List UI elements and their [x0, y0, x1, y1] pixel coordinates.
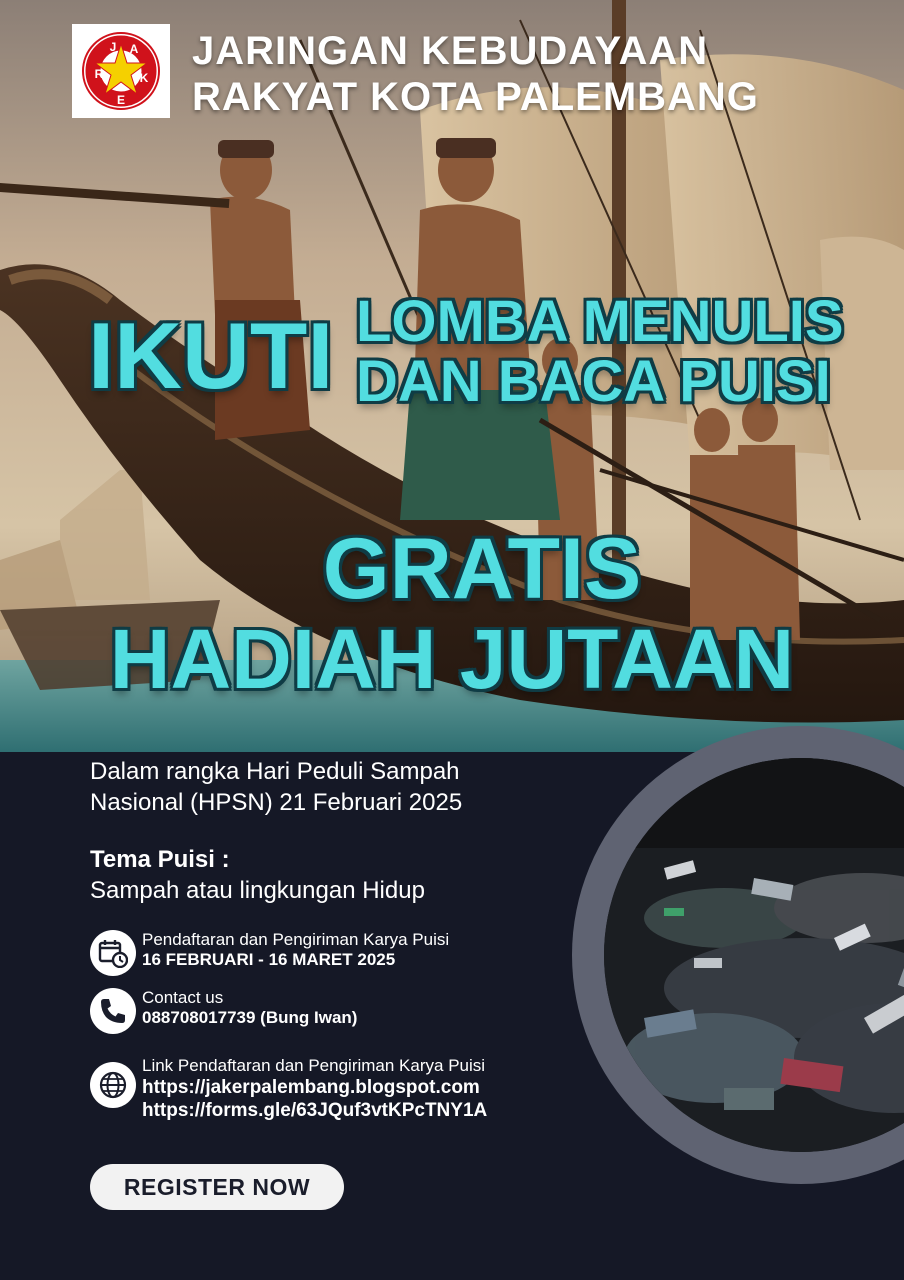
registration-label: Pendaftaran dan Pengiriman Karya Puisi: [142, 930, 450, 949]
event-intro-line1: Dalam rangka Hari Peduli Sampah: [90, 758, 460, 785]
headline-lomba-line2: DAN BACA PUISI: [356, 349, 831, 414]
form-link[interactable]: https://forms.gle/63JQuf3vtKPcTNY1A: [142, 1100, 488, 1121]
registration-dates: 16 FEBRUARI - 16 MARET 2025: [142, 950, 396, 969]
organization-title: [192, 28, 882, 120]
calendar-clock-icon: [90, 930, 136, 976]
logo-letter-r: R: [94, 67, 104, 81]
logo-letter-e: E: [116, 93, 126, 107]
link-info: [90, 1056, 570, 1122]
contact-info: [90, 988, 570, 1034]
event-intro-line2: Nasional (HPSN) 21 Februari 2025: [90, 789, 463, 816]
headline-gratis-line1: GRATIS: [322, 521, 642, 617]
link-label: Link Pendaftaran dan Pengiriman Karya Puisi: [142, 1056, 486, 1075]
blog-link[interactable]: https://jakerpalembang.blogspot.com: [142, 1077, 480, 1098]
headline-ikuti: IKUTI: [88, 303, 334, 408]
headline-lomba-line1: LOMBA MENULIS: [356, 289, 844, 354]
contact-phone[interactable]: 088708017739 (Bung Iwan): [142, 1008, 358, 1027]
headline-gratis: [0, 521, 904, 706]
register-now-button[interactable]: REGISTER NOW: [90, 1164, 344, 1210]
registration-info: [90, 930, 570, 976]
event-intro: [90, 756, 560, 818]
organization-title-line1: JARINGAN KEBUDAYAAN: [192, 29, 709, 73]
jarek-logo: [72, 24, 170, 118]
headline-gratis-line2: HADIAH JUTAAN: [109, 612, 795, 706]
logo-letter-a: A: [129, 42, 139, 56]
logo-letter-j: J: [109, 40, 117, 54]
theme-value: Sampah atau lingkungan Hidup: [90, 877, 425, 904]
theme-label: Tema Puisi :: [90, 846, 230, 873]
phone-icon: [90, 988, 136, 1034]
headline-lomba: [356, 289, 844, 414]
contact-label: Contact us: [142, 988, 224, 1007]
globe-icon: [90, 1062, 136, 1108]
logo-letter-k: K: [139, 71, 149, 85]
organization-title-line2: RAKYAT KOTA PALEMBANG: [192, 75, 759, 119]
jarek-star-logo-icon: [72, 24, 170, 118]
